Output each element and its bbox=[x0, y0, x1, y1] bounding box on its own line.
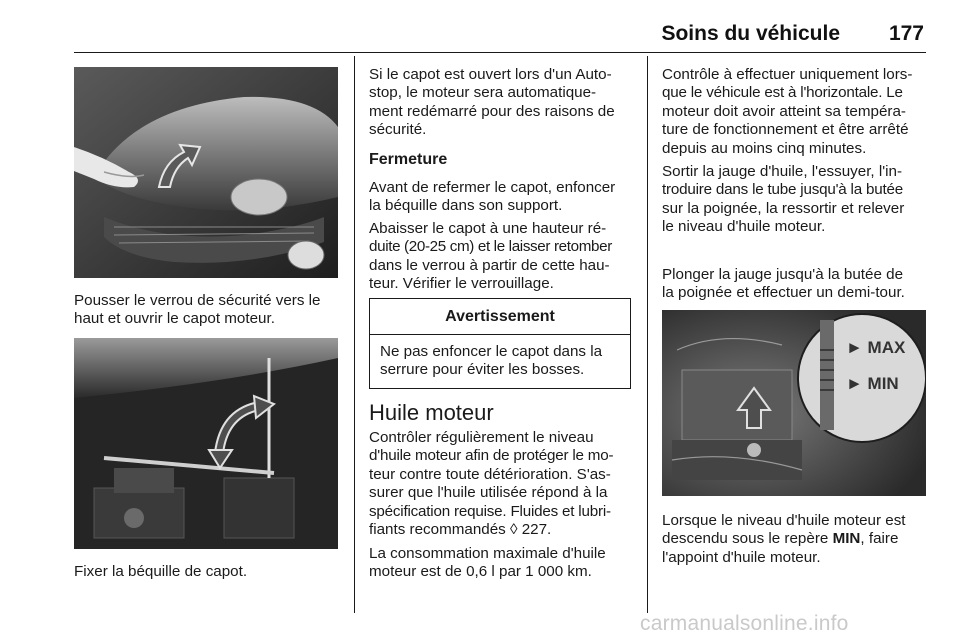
caption-hood-stay bbox=[74, 563, 346, 581]
dipstick-image bbox=[662, 310, 926, 496]
text-line: fiants recommandés ◊ 227. bbox=[369, 521, 552, 539]
hood-release-image bbox=[74, 67, 338, 278]
para-close-1 bbox=[369, 179, 639, 216]
para-check-conditions bbox=[662, 66, 932, 158]
text-line: le niveau d'huile moteur. bbox=[662, 218, 826, 236]
text-line: stop, le moteur sera automatique- bbox=[369, 84, 597, 102]
text-line: que le véhicule est à l'horizontale. Le bbox=[662, 84, 903, 102]
column-divider-2 bbox=[647, 56, 648, 613]
caption-line: haut et ouvrir le capot moteur. bbox=[74, 310, 275, 328]
column-divider-1 bbox=[354, 56, 355, 613]
para-dipstick-read bbox=[662, 163, 932, 237]
text-span: , faire bbox=[860, 530, 899, 548]
para-dipstick-insert bbox=[662, 266, 932, 303]
caption-line: Pousser le verrou de sécurité vers le bbox=[74, 292, 321, 309]
watermark: carmanualsonline.info bbox=[640, 612, 849, 635]
text-line: la poignée et effectuer un demi-tour. bbox=[662, 284, 905, 302]
caption-hood-release bbox=[74, 292, 346, 329]
text-line: Ne pas enfoncer le capot dans la bbox=[380, 343, 603, 360]
text-line: serrure pour éviter les bosses. bbox=[380, 361, 585, 379]
text-line: d'huile moteur afin de protéger le mo- bbox=[369, 447, 614, 465]
dipstick-min-label: ► MIN bbox=[846, 374, 899, 393]
text-line: sur la poignée, la ressortir et relever bbox=[662, 199, 905, 217]
subhead-closing: Fermeture bbox=[369, 151, 448, 168]
text-line: Plonger la jauge jusqu'à la butée de bbox=[662, 266, 904, 283]
text-line: troduire dans le tube jusqu'à la butée bbox=[662, 181, 904, 199]
header-rule bbox=[74, 52, 926, 53]
para-oil-1 bbox=[369, 429, 639, 539]
page-number: 177 bbox=[888, 22, 924, 45]
text-line: La consommation maximale d'huile bbox=[369, 545, 606, 562]
min-mark-text: MIN bbox=[832, 530, 861, 548]
text-line: ture de fonctionnement et être arrêté bbox=[662, 121, 909, 139]
dipstick-max-label: ► MAX bbox=[846, 338, 906, 357]
warning-text bbox=[370, 335, 630, 380]
warning-box bbox=[369, 298, 631, 389]
heading-engine-oil: Huile moteur bbox=[369, 400, 494, 425]
hood-stay-image bbox=[74, 338, 338, 549]
text-line: moteur doit avoir atteint sa tempéra- bbox=[662, 102, 906, 120]
caption-line: Fixer la béquille de capot. bbox=[74, 563, 248, 580]
text-line: spécification requise. Fluides et lubri- bbox=[369, 502, 611, 520]
text-line: sécurité. bbox=[369, 121, 427, 139]
text-line: Contrôler régulièrement le niveau bbox=[369, 429, 594, 446]
text-line: l'appoint d'huile moteur. bbox=[662, 548, 821, 566]
text-line: teur. Vérifier le verrouillage. bbox=[369, 275, 554, 293]
text-line: Si le capot est ouvert lors d'un Auto- bbox=[369, 66, 612, 83]
text-line: moteur est de 0,6 l par 1 000 km. bbox=[369, 563, 592, 581]
text-line: teur contre toute détérioration. S'as- bbox=[369, 465, 611, 483]
text-line: Lorsque le niveau d'huile moteur est bbox=[662, 512, 906, 529]
text-line: depuis au moins cinq minutes. bbox=[662, 139, 867, 157]
text-line: la béquille dans son support. bbox=[369, 197, 563, 215]
text-line: dans le verrou à partir de cette hau- bbox=[369, 256, 610, 274]
para-oil-2 bbox=[369, 545, 639, 582]
text-line: Abaisser le capot à une hauteur ré- bbox=[369, 220, 607, 237]
page-header-title: Soins du véhicule bbox=[661, 22, 840, 45]
text-line: duite (20-25 cm) et le laisser retomber bbox=[369, 238, 612, 256]
para-close-2 bbox=[369, 220, 639, 294]
text-line: surer que l'huile utilisée répond à la bbox=[369, 484, 608, 502]
text-line bbox=[662, 530, 932, 548]
text-line: Avant de refermer le capot, enfoncer bbox=[369, 179, 616, 196]
text-line: ment redémarré pour des raisons de bbox=[369, 102, 615, 120]
text-line: Contrôle à effectuer uniquement lors- bbox=[662, 66, 913, 83]
para-oil-refill bbox=[662, 512, 932, 567]
text-line: Sortir la jauge d'huile, l'essuyer, l'in- bbox=[662, 163, 903, 180]
text-span: descendu sous le repère bbox=[662, 530, 833, 548]
warning-title: Avertissement bbox=[370, 299, 630, 335]
para-autostop bbox=[369, 66, 639, 140]
